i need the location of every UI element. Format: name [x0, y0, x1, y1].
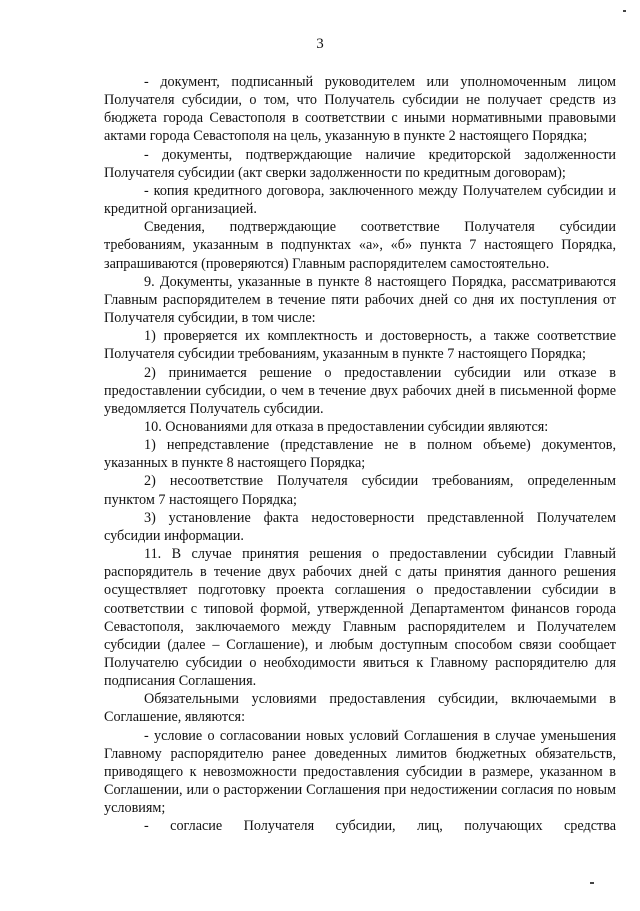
paragraph-condition-agreement: - условие о согласовании новых условий Соглашения в случае уменьшения Главному распорядителю ранее доведенных лимитов бюджетных обязательств, приводящего к невозможности предоставления субсидии в размере, указанном в Соглашении, или о расторжении Соглашения при недостижении согласия по новым условиям;	[104, 727, 616, 817]
paragraph-debt-documents: - документы, подтверждающие наличие кредиторской задолженности Получателя субсидии (акт сверки задолженности по кредитным договорам);	[104, 146, 616, 181]
paragraph-mandatory-conditions: Обязательными условиями предоставления субсидии, включаемыми в Соглашение, являются:	[104, 691, 616, 726]
document-body	[104, 73, 616, 836]
paragraph-condition-consent: - согласие Получателя субсидии, лиц, получающих средства	[144, 818, 616, 835]
paragraph-item-11: 11. В случае принятия решения о предоставлении субсидии Главный распорядитель в течение двух рабочих дней с даты принятия данного решения осуществляет подготовку проекта соглашения о предоставлении субсидии в соответствии с типовой формой, утвержденной Департаментом финансов города Севастополя, заключаемого между Главным распорядителем и Получателем субсидии (далее – Соглашение), и любым доступным способом связи сообщает Получателю субсидии о необходимости явиться к Главному распорядителю для подписания Соглашения.	[104, 546, 616, 690]
scan-artifact-mark	[590, 882, 594, 884]
paragraph-credit-agreement-copy: - копия кредитного договора, заключенного между Получателем субсидии и кредитной организацией.	[104, 182, 616, 218]
paragraph-signed-document: - документ, подписанный руководителем или уполномоченным лицом Получателя субсидии, о том, что Получатель субсидии не получает средств из бюджета города Севастополя в соответствии с иными нормативными правовыми актами города Севастополя на цель, указанную в пункте 2 настоящего Порядка;	[104, 74, 616, 145]
paragraph-item-9-sub-2: 2) принимается решение о предоставлении субсидии или отказе в предоставлении субсидии, о чем в течение двух рабочих дней в письменной форме уведомляется Получатель субсидии.	[104, 364, 616, 417]
paragraph-item-10-sub-3: 3) установление факта недостоверности представленной Получателем субсидии информации.	[104, 509, 616, 544]
paragraph-item-10: 10. Основаниями для отказа в предоставлении субсидии являются:	[144, 418, 549, 435]
paragraph-information-requests: Сведения, подтверждающие соответствие Получателя субсидии требованиям, указанным в подпунктах «а», «б» пункта 7 настоящего Порядка, запрашиваются (проверяются) Главным распорядителем самостоятельно.	[104, 219, 616, 272]
scan-artifact-mark	[623, 10, 626, 12]
paragraph-item-10-sub-2: 2) несоответствие Получателя субсидии требованиям, определенным пунктом 7 настоящего Порядка;	[104, 473, 616, 508]
paragraph-item-10-sub-1: 1) непредставление (представление не в полном объеме) документов, указанных в пункте 8 настоящего Порядка;	[104, 437, 616, 472]
paragraph-item-9-sub-1: 1) проверяется их комплектность и достоверность, а также соответствие Получателя субсидии требованиям, указанным в пункте 7 настоящего Порядка;	[104, 328, 616, 363]
page-number: 3	[316, 36, 324, 52]
paragraph-item-9: 9. Документы, указанные в пункте 8 настоящего Порядка, рассматриваются Главным распорядителем в течение пяти рабочих дней со дня их поступления от Получателя субсидии, в том числе:	[104, 273, 616, 327]
